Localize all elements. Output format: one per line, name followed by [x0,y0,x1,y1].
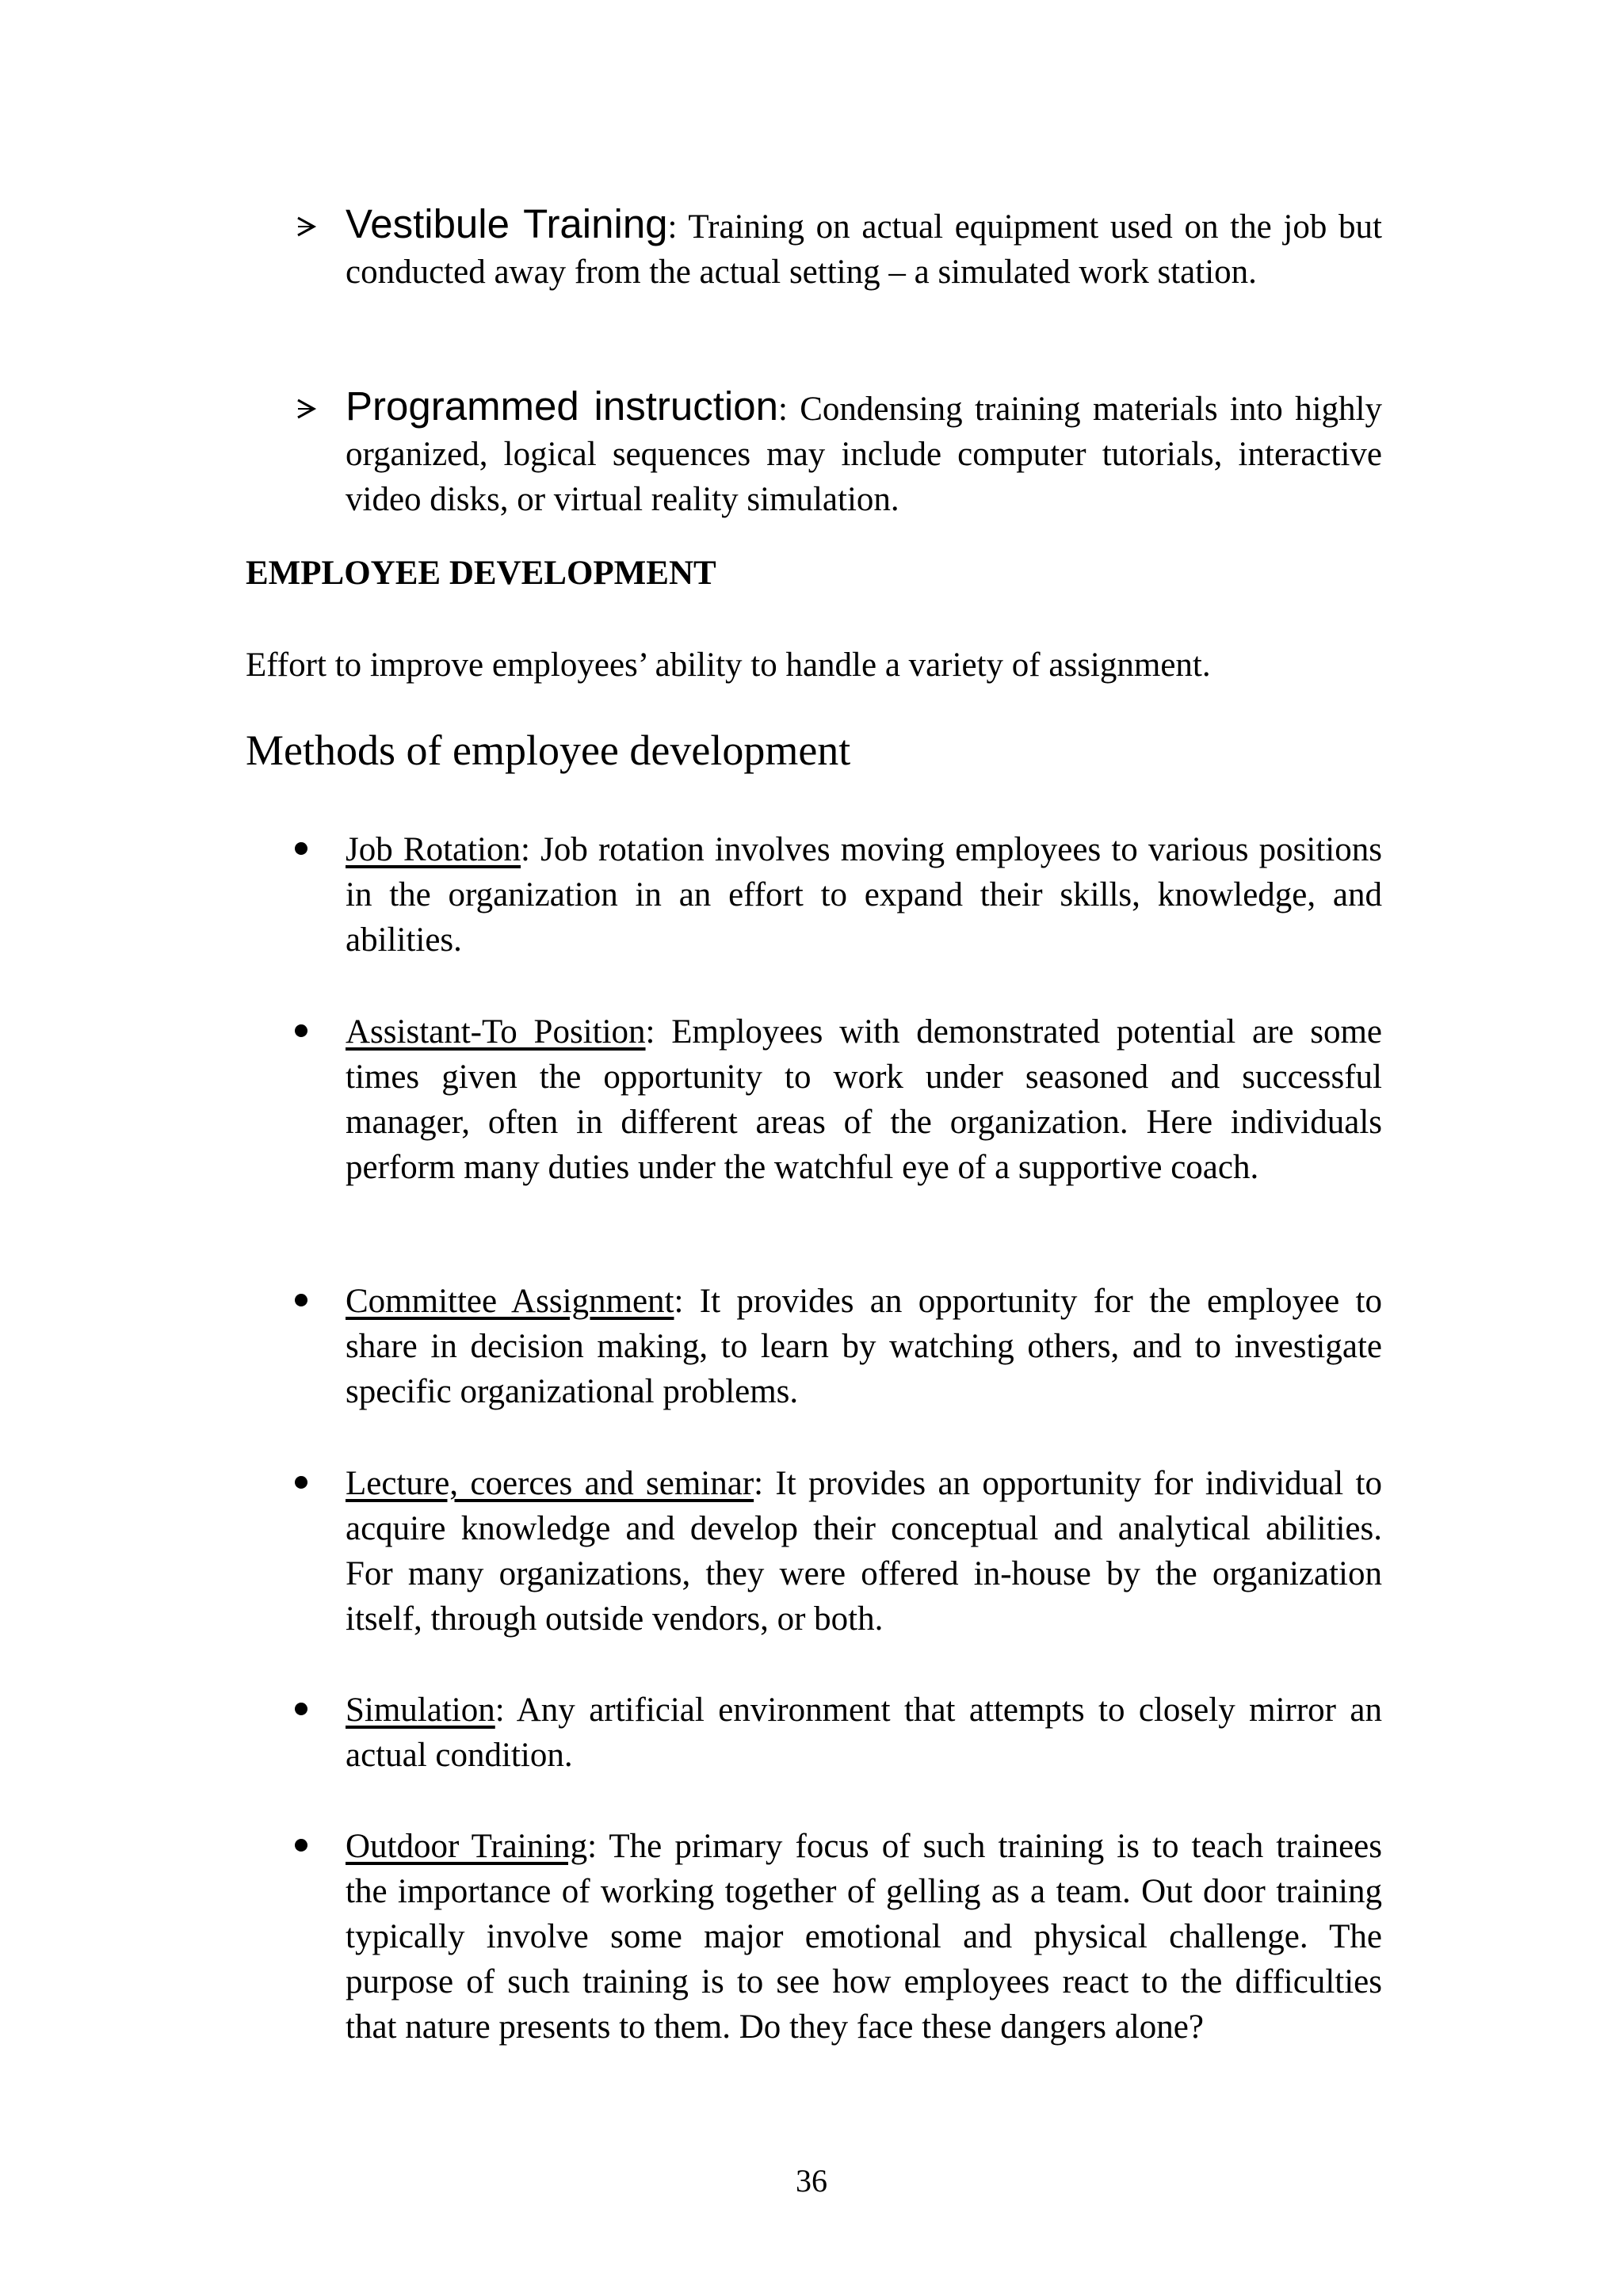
development-method-item [295,827,1382,963]
filled-circle-bullet-icon [295,1476,307,1489]
training-method-description: : Condensing training materials into highly organized, logical sequences may include computer tutorials, interactive video disks, or virtual reality simulation. [346,391,1382,518]
development-method-item [295,1461,1382,1642]
development-method-term: Committee Assignment [346,1283,674,1320]
development-method-term: Lecture, coerces and seminar [346,1465,754,1502]
training-method-item [295,383,1382,522]
right-arrowhead-icon [295,215,317,238]
filled-circle-bullet-icon [295,1703,307,1715]
development-method-description: : It provides an opportunity for the employee to share in decision making, to learn by watching others, and to investigate specific organizational problems. [346,1283,1382,1410]
development-method-item [295,1009,1382,1190]
training-method-text [346,201,1382,295]
training-method-description: : Training on actual equipment used on the job but conducted away from the actual setting – a simulated work station. [346,208,1382,291]
section-subheading: Methods of employee development [246,727,851,774]
development-method-text [346,827,1382,963]
right-arrowhead-icon [295,398,317,420]
development-method-description: : The primary focus of such training is to teach trainees the importance of working together of gelling as a team. Out door training typically involve some major emotional and physical challenge. The purpose of such training is to see how employees react to the difficulties that nature presents to them. Do they face these dangers alone? [346,1828,1382,2046]
development-method-item [295,1824,1382,2050]
section-definition: Effort to improve employees’ ability to handle a variety of assignment. [246,646,1211,684]
development-method-term: Outdoor Training [346,1828,588,1865]
development-method-text [346,1279,1382,1414]
development-method-term: Assistant-To Position [346,1013,646,1051]
development-method-term: Job Rotation [346,831,521,868]
filled-circle-bullet-icon [295,1024,307,1037]
filled-circle-bullet-icon [295,1839,307,1852]
development-method-description: : Employees with demonstrated potential are some times given the opportunity to work under seasoned and successful manager, often in different areas of the organization. Here individuals perform many duties under the watchful eye of a supportive coach. [346,1013,1382,1186]
filled-circle-bullet-icon [295,1294,307,1306]
development-method-item [295,1688,1382,1778]
development-method-text [346,1461,1382,1642]
training-method-term: Programmed instruction [346,383,778,429]
development-method-description: : Any artificial environment that attempts to closely mirror an actual condition. [346,1691,1382,1774]
development-method-item [295,1279,1382,1414]
training-method-item [295,201,1382,295]
development-method-text [346,1688,1382,1778]
section-heading: EMPLOYEE DEVELOPMENT [246,555,716,592]
development-method-text [346,1009,1382,1190]
development-method-description: : Job rotation involves moving employees to various positions in the organization in an effort to expand their skills, knowledge, and abilities. [346,831,1382,959]
development-method-description: : It provides an opportunity for individual to acquire knowledge and develop their conceptual and analytical abilities. For many organizations, they were offered in-house by the organization itself, through outside vendors, or both. [346,1465,1382,1638]
filled-circle-bullet-icon [295,842,307,855]
page-number: 36 [796,2163,827,2199]
development-method-text [346,1824,1382,2050]
training-method-text [346,383,1382,522]
development-method-term: Simulation [346,1691,495,1729]
training-method-term: Vestibule Training [346,201,668,246]
